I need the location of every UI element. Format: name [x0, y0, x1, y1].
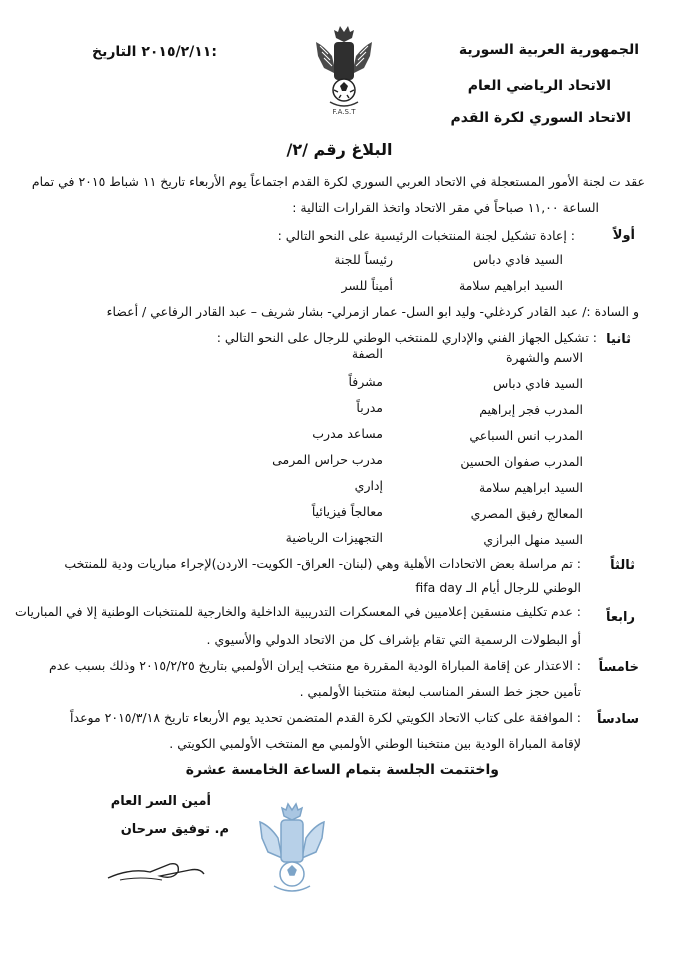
fourth-line1: : عدم تكليف منسقين إعلاميين في المعسكرات التدريبية الداخلية والخارجية للمنتخبات الوطنية إلا في المباريات — [14, 604, 581, 619]
first-row1-role: رئيساً للجنة — [334, 252, 393, 267]
third-line2: الوطني للرجال أيام الـ fifa day — [415, 580, 581, 595]
closing-line: واختتمت الجلسة بتمام الساعة الخامسة عشرة — [185, 762, 499, 778]
staff-row-name: السيد فادي دباس — [493, 376, 583, 391]
first-members: و السادة :/ عبد القادر كردغلي- وليد ابو السل- عمار ازمرلي- بشار شريف – عبد القادر الرفاعي / أعضاء — [106, 304, 639, 319]
staff-row-role: مشرفاً — [348, 374, 383, 389]
staff-row-name: المدرب صفوان الحسين — [460, 454, 583, 469]
fourth-line2: أو البطولات الرسمية التي تقام بإشراف كل من الاتحاد الدولي والأسيوي . — [206, 632, 581, 647]
intro-line2: الساعة ١١,٠٠ صباحاً في مقر الاتحاد واتخذ القرارات التالية : — [292, 200, 599, 215]
section-label-fifth: خامساً — [598, 660, 639, 675]
staff-row-role: معالجاً فيزيائياً — [311, 504, 383, 519]
first-row2-role: أميناً للسر — [341, 278, 393, 293]
second-col-name: الاسم والشهرة — [505, 350, 583, 365]
section-label-third: ثالثاً — [610, 558, 635, 573]
sixth-line1: : الموافقة على كتاب الاتحاد الكويتي لكرة القدم المتضمن تحديد يوم الأربعاء تاريخ ٢٠١٥/٣/١٨ موعداً — [70, 710, 581, 725]
fifth-line2: تأمين حجز خط السفر المناسب لبعثة منتخبنا الأولمبي . — [299, 684, 581, 699]
staff-row-name: المدرب فجر إبراهيم — [479, 402, 583, 417]
sixth-line2: لإقامة المباراة الودية بين منتخبنا الوطني الأولمبي مع المنتخب الأولمبي الكويتي . — [169, 736, 581, 751]
date-value: ٢٠١٥/٢/١١ — [141, 44, 212, 60]
staff-row-role: التجهيزات الرياضية — [285, 530, 383, 545]
page-title: البلاغ رقم /٢/ — [286, 140, 393, 159]
staff-row-role: إداري — [354, 478, 383, 493]
staff-row-name: المعالج رفيق المصري — [470, 506, 583, 521]
stamp-emblem-icon — [256, 800, 328, 900]
handwritten-signature — [100, 850, 210, 890]
second-col-role: الصفة — [351, 346, 383, 361]
staff-row-role: مدرباً — [356, 400, 383, 415]
second-text: : تشكيل الجهاز الفني والإداري للمنتخب الوطني للرجال على النحو التالي : — [216, 330, 597, 345]
date-block — [84, 44, 217, 60]
header-line2: الاتحاد الرياضي العام — [467, 78, 611, 94]
fifth-line1: : الاعتذار عن إقامة المباراة الودية المقررة مع منتخب إيران الأولمبي بتاريخ ٢٠١٥/٢/٢٥ وذلك بسبب عدم — [48, 658, 581, 673]
signature-scribble-icon — [100, 850, 210, 890]
staff-row-name: السيد ابراهيم سلامة — [478, 480, 583, 495]
section-label-sixth: سادساً — [596, 712, 639, 727]
eagle-emblem-icon — [314, 24, 374, 116]
signature-title: أمين السر العام — [110, 794, 211, 809]
official-stamp — [256, 800, 328, 900]
first-row1-name: السيد فادي دباس — [473, 252, 563, 267]
staff-row-name: السيد منهل البرازي — [483, 532, 583, 547]
intro-line1: عقد ت لجنة الأمور المستعجلة في الاتحاد العربي السوري لكرة القدم اجتماعاً يوم الأربعاء تاريخ ١١ شباط ٢٠١٥ في تمام — [31, 174, 645, 189]
header-line3: الاتحاد السوري لكرة القدم — [450, 110, 631, 126]
staff-row-role: مساعد مدرب — [312, 426, 383, 441]
first-text: : إعادة تشكيل لجنة المنتخبات الرئيسية على النحو التالي : — [277, 228, 575, 243]
section-label-second: ثانيا — [606, 332, 631, 347]
staff-row-name: المدرب انس السباعي — [469, 428, 583, 443]
third-line1: : تم مراسلة بعض الاتحادات الأهلية وهي (لبنان- العراق- الكويت- الاردن)لإجراء مباريات ودية للمنتخب — [64, 556, 581, 571]
svg-text:F.A.S.T: F.A.S.T — [332, 108, 356, 116]
first-row2-name: السيد ابراهيم سلامة — [458, 278, 563, 293]
signature-name: م. توفيق سرحان — [120, 822, 229, 837]
section-label-fourth: رابعاً — [605, 610, 635, 625]
section-label-first: أولاً — [612, 228, 635, 243]
date-label: التاريخ: — [92, 44, 217, 60]
staff-row-role: مدرب حراس المرمى — [272, 452, 383, 467]
emblem-logo-top — [314, 24, 374, 116]
header-line1: الجمهورية العربية السورية — [458, 42, 639, 58]
